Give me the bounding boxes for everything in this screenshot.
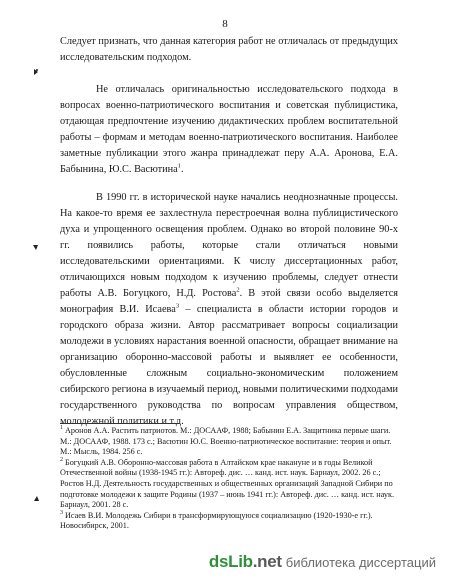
watermark-caption: библиотека диссертаций xyxy=(285,554,436,570)
footnote-separator xyxy=(60,423,180,424)
footnote-number: 2 xyxy=(60,457,63,464)
logo-part-b: .net xyxy=(252,552,282,571)
paragraph-publicistics-end: . xyxy=(180,164,184,175)
margin-mark-icon xyxy=(32,495,40,503)
footnote-ref-1: 1 xyxy=(177,162,181,170)
paragraph-publicistics-text: Не отличалась оригинальностью исследовательского подхода в вопросах военно-патриотического воспитания и советская публицистика, отдающая предпочтение изучению дидактических проблем воспитательной работы – формам и методам военно-патриотического воспитания. Наиболее заметные публикации этого жанра принадлежат перу А.А. Аронова, Е.А. Бабынина, Ю.С. Васютина xyxy=(60,84,398,175)
footnote xyxy=(60,511,400,532)
paragraph-intro: Следует признать, что данная категория работ не отличалась от предыдущих исследовательским подходом. xyxy=(60,36,398,63)
footnote-text: Аронов А.А. Растить патриотов. М.: ДОСААФ, 1988; Бабынин Е.А. Защитника первые шаги. М.: ДОСААФ, 1988. 173 с.; Васютин Ю.С. Военно-патриотическое воспитание: теория и опыт. М.: Мысль, 1984. 256 с. xyxy=(60,426,392,457)
dslib-watermark xyxy=(209,552,436,572)
dslib-logo-icon xyxy=(209,552,282,572)
margin-mark-icon xyxy=(32,243,40,251)
paragraph-1990s-text-b: . В этой связи особо выделяется монография В.И. Исаева xyxy=(60,288,398,315)
footnote-number: 3 xyxy=(60,510,63,517)
paragraph-1990s-text-c: – специалиста в области истории городов и городского образа жизни. Автор рассматривает вопросы социализации молодежи в условиях нарастания военной опасности, обращает внимание на организацию оборонно-массовой работы и выявляет ее особенности, обусловленные сложным социально-экономическим положением сибирского региона в изучаемый период, новыми политическими подходами государственного руководства по вопросам управления обществом, молодежной политики и т.д. xyxy=(60,304,398,427)
page-number: 8 xyxy=(222,18,228,30)
paragraph-publicistics xyxy=(60,82,398,178)
footnote-text: Богуцкий А.В. Оборонно-массовая работа в Алтайском крае накануне и в годы Великой Отечественной войны (1938-1945 гг.): Автореф. дис. … канд. ист. наук. Барнаул, 2002. 26 с.; Ростов Н.Д. Деятельность государственных и общественных организаций Западной Сибири по подготовке молодежи к защите Родины (1937 – июнь 1941 гг.): Автореф. дис. … канд. ист. наук. Барнаул, 2001. 28 с. xyxy=(60,457,394,510)
paragraph-1990s xyxy=(60,190,398,430)
footnote-ref-3: 3 xyxy=(175,302,180,310)
paragraph-1990s-text-a: В 1990 гг. в исторической науке начались неоднозначные процессы. На какое-то время ее захлестнула перестроечная волна публицистического духа и упрощенного освещения проблем. Однако во второй половине 90-х гг. появились работы, которые стали отличаться новыми исследовательскими ориентациями. К числу диссертационных работ, отличающихся новым подходом к изучению проблемы, следует отнести работы А.В. Богуцкого, Н.Д. Ростова xyxy=(60,192,398,299)
footnote-ref-2: 2 xyxy=(236,286,240,294)
footnote xyxy=(60,426,400,458)
margin-mark-icon xyxy=(32,68,40,76)
footnotes-list xyxy=(60,426,400,532)
logo-part-a: dsLib xyxy=(208,552,253,571)
footnote-text: Исаев В.И. Молодежь Сибири в трансформирующуюся социализацию (1920-1930-е гг.). Новосибирск, 2001. xyxy=(60,510,373,531)
footnote-number: 1 xyxy=(60,425,63,432)
footnote xyxy=(60,458,400,511)
